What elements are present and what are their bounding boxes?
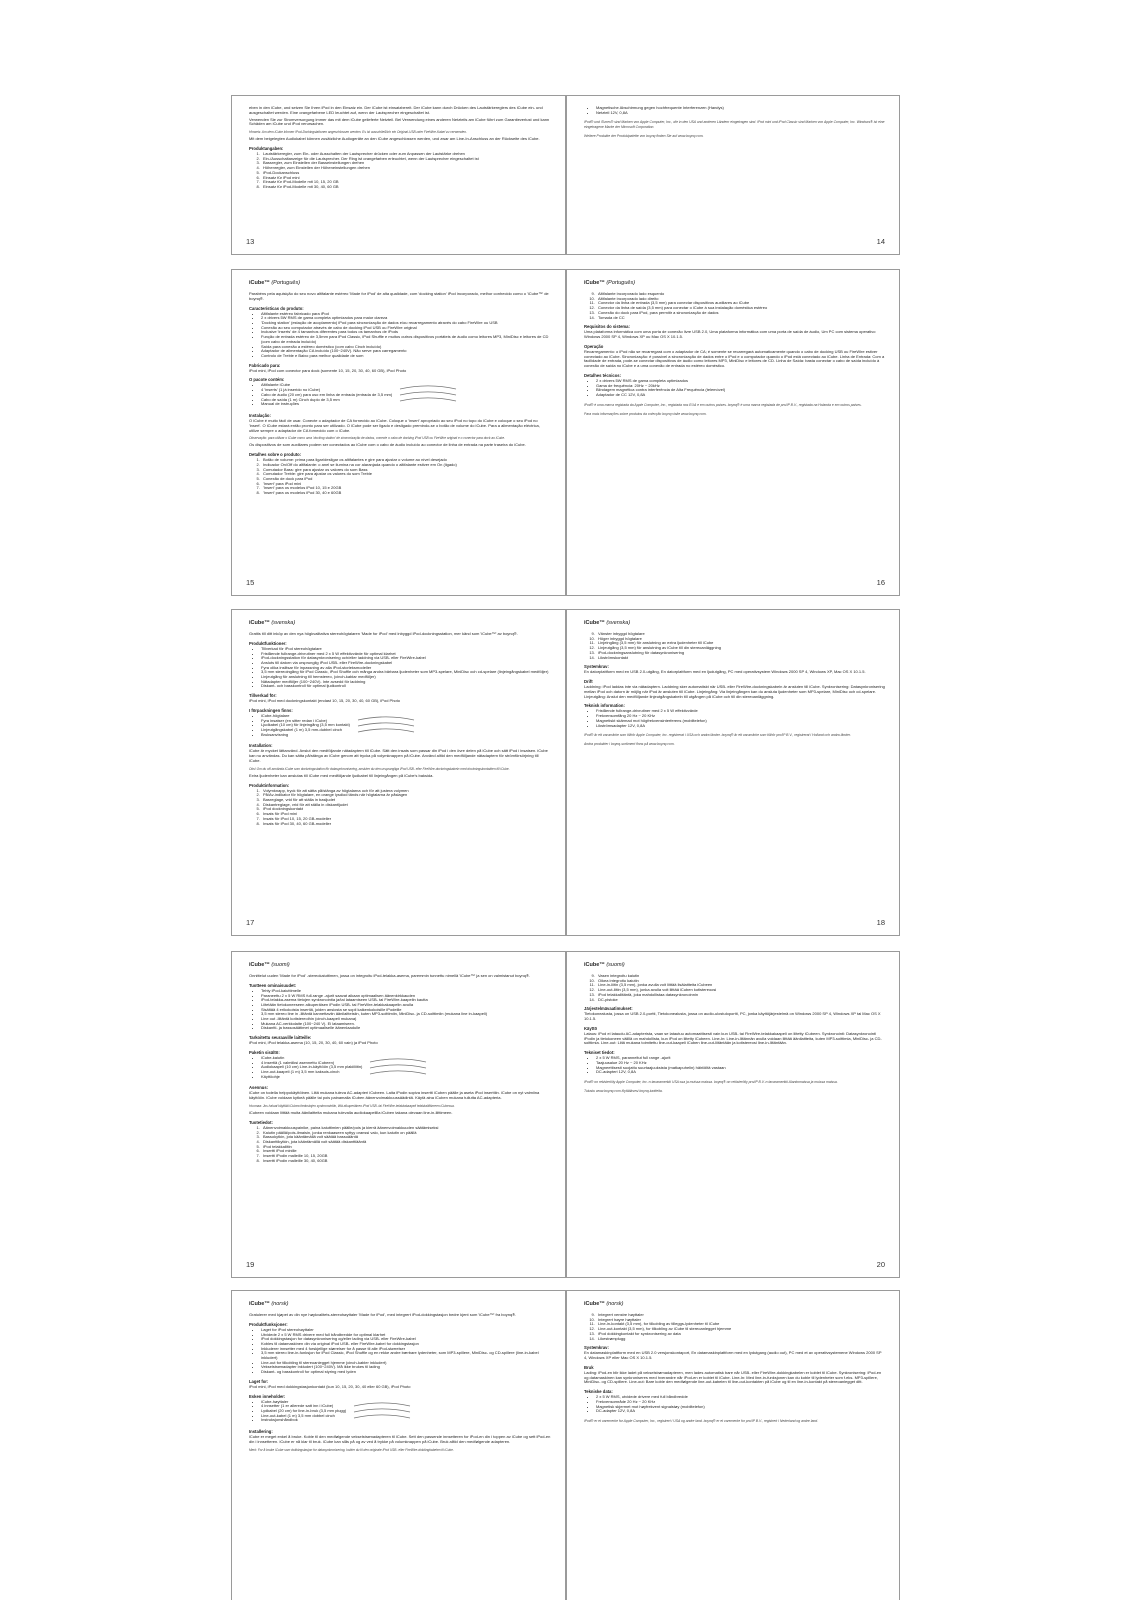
section-heading: Tekniset tiedot: [584, 1050, 615, 1056]
more-products: Weitere Produkte der Produktpalette von boynq finden Sie auf www.boynq.com. [584, 133, 704, 138]
note: Huomaa: Jos haluat käyttää iCubea tiedostojen synkronointiin, liitä alkuperäinen iPod USB- tai FireWire-telakkakaapeli telakkaliittimeen iCubessa. [249, 1104, 455, 1109]
list-item: • Netzteil 12V, 0,8A [596, 111, 885, 116]
section-heading: Bruk [584, 1364, 594, 1370]
paragraph: Os dispositivos de som auxiliares podem ser conectados ao iCube com o cabo de áudio incluído ao conector de linha de entrada na parte traseira do iCube. [249, 442, 526, 448]
product-name: iCube™ [584, 962, 605, 968]
list-item: 4. Diskanttikytkin, jota kääntämällä voit säätää diskanttiääntä [261, 1140, 551, 1145]
page-17 [231, 609, 566, 936]
list-item: • Cabo de saída (1 m) Cinch duplo de 3,5 mm [261, 398, 392, 403]
list-item: • Magnetische Abschirmung gegen hochfrequente Interferenzen (Handys) [596, 106, 885, 111]
box-list [249, 1056, 362, 1080]
list-item: • Utvidede 2 x 5 W RMS drivere med full båndbredde for optimal klarhet [261, 1333, 551, 1338]
cable-illustration [356, 714, 416, 738]
paragraph: Grattis till ditt inköp av den nya högkvalitativa stereohögtalaren 'Made for iPod' med inbyggd iPod-dockningsstation, mer känd som 'iCube™' av boynq®. [249, 631, 518, 636]
paragraph: En datamaskinplattform med en USB 2.0 versjonskontaport, En datamaskinplattform med en lydutgang (audio out), PC med et av operativsystemene Windows 2000 SP 4, Windows XP eller Mac OS X 10.1.5. [584, 1350, 882, 1361]
paragraph: iPod mini, iPod telakka-asema (10, 15, 20, 30, 40, 60 vain) ja iPod Photo [249, 1040, 378, 1046]
list-item: • Linjeutgång för anslutning till hemstereo, (cinch-kablar medföljer) [261, 675, 551, 680]
page-number: 13 [246, 237, 255, 246]
paragraph: Verwenden Sie zur Stromversorgung immer das mit dem iCube gelieferte Netzteil. Bei Verwendung eines anderen Netzteils am iCube führt zum Garantieverlust und kann Schäden am iCube und iPod verursachen. [249, 116, 550, 127]
list-item: 12. Conector da linha de saída (3,5 mm) para conectar o iCube à sua instalação doméstica estéreo [596, 306, 885, 311]
section-heading: Asennus: [249, 1085, 269, 1091]
list-item: 5. Conexão de dock para iPod [261, 477, 551, 482]
list-item: 12. Linjeutgång (3,5 mm) för anslutning av iCube till din stereoanläggning [596, 646, 885, 651]
list-item: • Fristående fullrange-drivrutiner med 2 x 5 W effektivvärde för optimal klarhet [261, 652, 551, 657]
paragraph: Gratulerer med kjøpet av din nye høykvalitets-stereohøyttaler 'Made for iPod', med integrert iPod-dokkingstasjon bedre kjent som 'iCube™' fra boynq®. [249, 1312, 517, 1317]
list-item: 6. Einsatz für iPod mini [261, 176, 551, 181]
product-name: iCube™ [584, 280, 605, 286]
list-item: 12. Line-out-kontakt (3,5 mm), for tilkobling av iCube til stereoanlegget hjemme [596, 1327, 885, 1332]
list-item: 4. Comutador Treble: gire para ajustar os valores do som Treble [261, 472, 551, 477]
more-products: Tutustu www.boynq.com löytääksesi boynq-tuotteita. [584, 1089, 663, 1094]
list-item: • iCube-högtalare [261, 714, 350, 719]
page-14-content [584, 106, 885, 236]
section-heading: Tuotetiedot: [249, 1119, 273, 1125]
product-details-list [249, 152, 551, 190]
language-label: (svenska) [271, 620, 296, 626]
paragraph: Laddning: iPod laddas inte via nätadaptern. Laddning sker automatiskt när USB- eller FireWire-dockningskabeln är ansluten till iCube. Synkronisering: Datasynkronisering mellan iPod och datorn är möjlig när iPod är ansluten till iCube. Linjeingång: Via linjeingången kan du ansluta ljudenheter som MP3-spelare, MiniDisc och cd-spelare. Linjeutgång: Anslut den medföljande linjeutgångskabeln till utgången på iCube och till din stereoanläggning. [584, 684, 885, 699]
list-item: 5. iPod telakkaliitin [261, 1145, 551, 1150]
page-number: 20 [876, 1260, 885, 1269]
product-name: iCube™ [249, 280, 270, 286]
list-item: 14. Tomada de CC [596, 316, 885, 321]
list-item: 2. Ein-/Ausschaltanzeige für die Lautsprecher. Der Ring ist orangefarben erleuchtet, wenn der Lautsprecher eingeschaltet ist [261, 157, 551, 162]
list-item: 11. Line-in-kontakt (3,5 mm), for tilkobling av tilleggs-lydenheter til iCube [596, 1322, 885, 1327]
page-20-content [584, 962, 885, 1259]
list-item: • Controlo de Treble e Baixo para melhor qualidade de som [261, 354, 551, 359]
list-item: • Bruksanvisning [261, 733, 350, 738]
list-item: • Line-out for tilkobling til stereoanlegget hjemme (cinch-kabler inkludert) [261, 1361, 551, 1366]
list-item: • Mukana AC-verkkolaite (100~240 V). Ei lataamiseen. [261, 1022, 551, 1027]
list-item: 13. iPod dokkingkontakt for synkronisering av data [596, 1332, 885, 1337]
page-19 [231, 951, 566, 1278]
paragraph: iCubeen voidaan liittää muita äänilaitteita mukana tulevalla audiokaapelilla iCuben takana olevaan line-in-liittimeen. [249, 1110, 453, 1116]
list-item: • Magneettisesti suojattu suurtaajuuksista (matkapuhelin) häiriöiltä vastaan [596, 1066, 885, 1071]
list-item: • 'Docking station' (estação de acoplamento) iPod para sincronização de dados e/ou recarregamento através do cabo FireWire ou USB [261, 321, 551, 326]
trademark-note: iPod® on rekisteröity Apple Computer, Inc.:n tavaramerkki USA:ssa ja muissa maissa. boynq® on rekisteröity pro/IP B.V.:n tavaramerkki Alankomaissa ja muissa maissa. [584, 1080, 838, 1085]
section-heading: Systemkrav: [584, 1345, 609, 1351]
page-16-content [584, 280, 885, 577]
page-18-content [584, 620, 885, 917]
list-item: 13. Conexão do dock para iPod, para permitir a sincronização de dados [596, 311, 885, 316]
paragraph: Parabéns pela aquisição do seu novo altifalante estéreo 'Made for iPod' de alta qualidade, com 'docking station' iPod incorporado, melhor conhecido como o 'iCube™' de boynq®. [249, 291, 549, 301]
page-14 [566, 95, 900, 255]
paragraph: iPod mini, iPod com conector para dock (somente 10, 15, 20, 30, 40, 60 GB), iPod Photo [249, 367, 407, 373]
product-name: iCube™ [249, 620, 270, 626]
section-heading: I förpackningen finns: [249, 707, 293, 713]
more-products: Para mais informações sobre produtos da colecção boynq visite www.boynq.com. [584, 412, 707, 417]
paragraph: eben in den iCube, und setzen Sie Ihren iPod in den Einsatz ein. Der iCube ist einsatzbereit. Der iCube kann durch Drücken des Lautstärkereglers des iCube ein- und ausgeschaltet werden. Eine orangefarbene LED leuchtet auf, wenn der Lautsprecher eingeschaltet ist. [249, 106, 543, 115]
paragraph: iCube er meget enkel å bruke. Koble til den medfølgende vekselstrømadapteren til iCube. Sett den passende innsetteren for iPod-en din i toppen av iCube og sett iPod-en din i innsetteren. iCube er nå klar til bruk. iCube kan slås på og av ved å trykke på volumknappen på iCube. Bruk alltid den medfølgende adapteren. [249, 1434, 551, 1444]
list-item: • Line out -liitäntä kotistereoihin (cinch-kaapeli mukana) [261, 1017, 551, 1022]
product-name: iCube™ [584, 620, 605, 626]
list-item: • Frekvensområde 20 Hz ~ 20 KHz [596, 1400, 885, 1405]
list-item: 14. DC-pistoke [596, 998, 885, 1003]
language-label: (suomi) [271, 962, 290, 968]
list-item: 7. Insats för iPod 10, 15, 20 GB-modeller [261, 817, 551, 822]
list-item: 5. iPod-Dockanschluss [261, 171, 551, 176]
page-title [584, 280, 885, 286]
list-item: • Inclusive 'inserts' de 4 tamanhos diferentes para todos os tamanhos de iPods [261, 330, 551, 335]
list-item: • iPod-telakka-asema tietojen synkronointia ja/tai lataamiseen USB- tai FireWire-kaapelin kautta [261, 998, 551, 1003]
page-22-content [584, 1301, 885, 1596]
section-heading: Tillverkad för: [249, 693, 277, 699]
list-item: • Vekselstrømadapter inkludert (100~240V). Må ikke brukes til lading [261, 1365, 551, 1370]
section-heading: Paketin sisältö: [249, 1049, 280, 1055]
list-item: • Line-out-kaapeli (1 m) 3,5 mm kaksois-cinch [261, 1070, 362, 1075]
box-contents [249, 383, 551, 409]
list-item: • Diskantti- ja bassosäätimet optimaaliselle äänenlaadulle [261, 1026, 551, 1031]
page-title [584, 620, 885, 626]
page-title [249, 620, 551, 626]
list-item: • iCube-kaiutin [261, 1056, 362, 1061]
tech-list [584, 379, 885, 398]
list-item: 2. På/Av-indikator för högtalare, en orange lysdiod tänds när högtalarna är påslagen [261, 793, 551, 798]
paragraph: Tietokonealusta, jossa on USB 2.0-portti, Tietokonealusta, jossa on audio-ulostuloportti, PC, jonka käyttöjärjestelmä on Windows 2000 SP 4, Windows XP tai Mac OS X 10.1.5. [584, 1011, 881, 1022]
page-16 [566, 269, 900, 596]
list-item: • Adaptador de alimentação CA incluído (100~240V). Não serve para carregamento [261, 349, 551, 354]
note: Observação: para utilizar o iCube como uma 'docking station' de sincronização de dados, conecte o cabo de docking iPod USB ou FireWire original e o conector para dock ao iCube. [249, 436, 505, 441]
trademark-note: iPod® é uma marca registada da Apple Computer, Inc., registada nos EUA e em outros países. boynq® é uma marca registada de pro/IP B.V., registada na Holanda e em outros países. [584, 402, 862, 407]
list-item: • 2 x drivers 5W RMS de gama completa optimizados para maior clareza [261, 316, 551, 321]
page-number: 14 [876, 237, 885, 246]
section-heading: Systemkrav: [584, 664, 609, 670]
list-item: 7. Insertti iPodin malleille 10, 15, 20GB [261, 1154, 551, 1159]
cable-illustration [398, 383, 458, 407]
list-item: • iPod dokkingstasjon for datasynkronisering og/eller lading via USB- eller FireWire-kabel [261, 1337, 551, 1342]
list-item: 5. iPod dockningskontakt [261, 807, 551, 812]
section-heading: Produktinformation: [249, 782, 290, 788]
list-item: 3. Basreglage, vrid för att ställa in basljudet [261, 798, 551, 803]
section-heading: Drift [584, 679, 593, 685]
list-item: • Taajuusalue 20 Hz ~ 20 KHz [596, 1061, 885, 1066]
list-item: • Saída para conexão a estéreo doméstico (com cabo Cinch incluído) [261, 345, 551, 350]
paragraph: iCube är mycket lättanvänd. Anslut den medföljande nätadaptern till iCube. Sätt den insats som passar din iPod i den övre delen på iCube och sätt iPod i insatsen. iCube kan nu användas. Du kan sätta på/stänga av iCube genom att trycka på volymknappen på iCube. Använd alltid den medföljande nätadaptern för strömförsörjning till iCube. [249, 748, 548, 764]
list-item: • Instruksjonshåndbok [261, 1418, 346, 1423]
page-title [584, 1301, 885, 1307]
paragraph: En datorplattform med en USB 2.0-utgång, En datorplattform med en ljudutgång, PC med operativsystem Windows 2000 SP 4, Windows XP, Mac OS X 10.1.5. [584, 669, 866, 675]
list-item: 6. Insertti iPod minille [261, 1149, 551, 1154]
list-item: 3. Comutador Bass: gire para ajustar os valores do som Bass [261, 468, 551, 473]
page-number: 15 [246, 578, 255, 587]
list-item: 4. Höhenregler, zum Einstellen der Höheneinstellungen drehen [261, 166, 551, 171]
list-item: • Inkluderer innsetter med 4 forskjellige størrelser for å passe til alle iPod-størrelser [261, 1347, 551, 1352]
page-number: 18 [876, 918, 885, 927]
list-item: • 2 x 5 W RMS, utvidede drivere med full båndbredde [596, 1395, 885, 1400]
page-13 [231, 95, 566, 255]
list-item: 4. Diskantreglage, vrid för att ställa in diskantljudet [261, 803, 551, 808]
section-heading: Instalação: [249, 412, 271, 418]
paragraph: Onnittelut uuden 'Made for iPod' -stereokaiuttimen, jossa on integroitu iPod-telakka-asema, paremmin tunnettu nimellä 'iCube™' ja sen on valmistanut boynq®. [249, 973, 531, 978]
list-item: • Tillverkad för iPod stereohögtalare [261, 647, 551, 652]
section-heading: Laget for: [249, 1378, 269, 1384]
language-label: (norsk) [271, 1301, 289, 1307]
list-item: 6. 'Insert' para iPod mini [261, 482, 551, 487]
section-heading: Teknisk information: [584, 703, 625, 709]
list-item: • Ansluts till datorn via ursprunglig iPod USB- eller FireWire-dockningskabel [261, 661, 551, 666]
list-item: • Nätadapter medföljer (100~240V). Inte avsedd för laddning [261, 680, 551, 685]
list-item: • 3,5 mm stereo line-in-funksjon for iPod Classic, iPod Shuffle og en rekke andre bærbare lydenheter, som MP3-spillere, MiniDisc- og CD-spillere (line-in-kabel inkludert) [261, 1351, 551, 1360]
paragraph: O iCube é muito fácil de usar. Conecte o adaptador de CA fornecido ao iCube. Coloque o 'insert' apropriado ao seu iPod no topo do iCube e coloque o seu iPod no 'insert'. O iCube estará então pronto para ser utilizado. O iCube pode ser ligado e desligado premindo-se o botão de volume do iCube. Para a alimentação eléctrica, utilize sempre o adaptador de CA fornecido com o iCube. [249, 417, 540, 433]
list-item: • iPod-dockningsstation för datasynkronisering och/eller laddning via USB- eller FireWire-kabel [261, 656, 551, 661]
list-item: 12. Line-out-liitin (3,5 mm), jonka avulla voit liittää iCuben kotistereoosi [596, 988, 885, 993]
tech-list [584, 1056, 885, 1075]
list-item: 8. Insats för iPod 30, 40, 60 GB-modeller [261, 822, 551, 827]
section-heading: Operação [584, 343, 604, 349]
list-item: 7. Einsatz für iPod-Modelle mit 10, 15, 20 GB [261, 180, 551, 185]
note: Obs! Om du vill använda iCube som dockningsstation för datasynkronisering, ansluter du den ursprungliga iPod USB- eller FireWire-dockningskabeln med dockningskontakten till iCube. [249, 766, 510, 771]
list-item: 14. Likströmskontakt [596, 656, 885, 661]
page-22 [566, 1290, 900, 1600]
paragraph: Uma plataforma informática com uma porta de conexão livre USB 2.0, Uma plataforma informática com uma porta de saída de áudio, Um PC com sistema operativo Windows 2000 SP 4, Windows XP ou Mac OS X 10.1.5. [584, 329, 876, 340]
list-item: 14. Likestrømplugg [596, 1337, 885, 1342]
list-item: • Manual de instruções [261, 402, 392, 407]
cable-illustration [352, 1400, 412, 1424]
list-item: 10. Oikea integroitu kaiutin [596, 979, 885, 984]
language-label: (svenska) [606, 620, 631, 626]
details-list [584, 1313, 885, 1341]
page-20 [566, 951, 900, 1278]
tech-list [584, 709, 885, 728]
language-label: (suomi) [606, 962, 625, 968]
list-item: 3. Bassokytkin, jota kääntämällä voit säätää bassoääntä [261, 1135, 551, 1140]
details-list [249, 1126, 551, 1164]
section-heading: Produktfunktioner: [249, 640, 287, 646]
list-item: • 4 'inserts' (1 já inserido no iCube) [261, 388, 392, 393]
box-contents [249, 1400, 551, 1426]
page-title [249, 280, 551, 286]
list-item: 1. Lautstärkeregler, zum Ein- oder Ausschalten der Lautsprecher drücken oder zum Anpassen der Lautstärke drehen [261, 152, 551, 157]
list-item: • Lydkabel (20 cm) for line-in-bruk (3,5 mm plugg) [261, 1409, 346, 1414]
list-item: • Ljudkabel (10 cm) för linjeingång (3,5 mm kontakt) [261, 723, 350, 728]
list-item: 2. Indicador On/Off do altifalante: o anel se ilumina na cor alaranjada quando o altifalante estiver em On (ligado) [261, 463, 551, 468]
more-products: Andra produkter i boynq-sortiment finns på www.boynq.com. [584, 742, 675, 747]
list-item: 13. iPod telakkaliitäntä, joka mahdollistaa datasynkronoinnin [596, 993, 885, 998]
list-item: 9. Vänster inbyggd högtalare [596, 632, 885, 637]
paragraph: iPod mini, iPod med dokkingstasjonkontakt (kun 10, 15, 20, 30, 40 eller 60 GB), iPod Photo [249, 1383, 411, 1389]
box-list [249, 383, 392, 407]
list-item: • Käyttöohje [261, 1075, 362, 1080]
list-item: 11. Conector da linha de entrada (3,5 mm) para conectar dispositivos auxiliares ao iCube [596, 301, 885, 306]
list-item: • 4 innsetter (1 er allerede satt inn i iCube) [261, 1404, 346, 1409]
list-item: • Diskant- och basskontroll för optimal ljudkontroll [261, 684, 551, 689]
list-item: • Conexão ao seu computador através de cabo de docking iPod USB ou FireWire original [261, 326, 551, 331]
list-item: • Altifalante estéreo fabricado para iPod [261, 312, 551, 317]
list-item: • Audiokaapeli (10 cm) Line-in-käyttöön (3,5 mm plakiiliitin) [261, 1065, 362, 1070]
page-title [249, 1301, 551, 1307]
list-item: 2. Kaiutin päällä/pois-ilmaisin, jonka renkaaseen syttyy oranssi valo, kun kaiutin on päällä [261, 1131, 551, 1136]
list-item: • DC-adapter 12V, 0,8A [596, 1409, 885, 1414]
list-item: • Magnetisk skjermet mot høyfrekvent signalstøy (mobiltelefon) [596, 1405, 885, 1410]
box-list [249, 714, 350, 738]
cable-illustration [368, 1056, 428, 1080]
details-list [249, 789, 551, 827]
page-number: 16 [876, 578, 885, 587]
list-item: 1. Volymknapp, tryck för att sätta på/stänga av högtalarna och för att justera volymen [261, 789, 551, 794]
list-item: • Gama de frequência: 20Hz ~ 20kHz [596, 384, 885, 389]
product-name: iCube™ [584, 1301, 605, 1307]
section-heading: Características do produto: [249, 305, 304, 311]
section-heading: Fabricado para: [249, 362, 281, 368]
list-item: 9. Altifalante incorporado lado esquerdo [596, 292, 885, 297]
page-number: 19 [246, 1260, 255, 1269]
language-label: (norsk) [606, 1301, 624, 1307]
list-item: • Linjeutgångskabel (1 m) 3,5 mm-dubbel cinch [261, 728, 350, 733]
page-18 [566, 609, 900, 936]
details-list [584, 632, 885, 660]
list-item: • Laget for iPod stereohøyttaler [261, 1328, 551, 1333]
features-list [249, 1328, 551, 1375]
list-item: • Liitetään tietokoneeseen alkuperäisen iPodin USB- tai FireWire-telakkakaapelin avulla [261, 1003, 551, 1008]
list-item: • Likströmsadapter 12V, 0,8A [596, 724, 885, 729]
page-number: 17 [246, 918, 255, 927]
features-list [249, 312, 551, 359]
features-list [249, 647, 551, 689]
list-item: 10. Höger inbyggd högtalare [596, 637, 885, 642]
list-item: 11. Linjeingång (3,5 mm) för anslutning av extra ljudenheter till iCube [596, 641, 885, 646]
list-item: • 4 insertiä (1 valmiiksi asennettu iCubeen) [261, 1061, 362, 1066]
list-item: 7. 'Insert' para os modelos iPod 10, 15 e 20GB [261, 486, 551, 491]
list-item: 13. iPod-dockningsanslutning för datasynkronisering [596, 651, 885, 656]
list-item: • Fyra olika inslitsar för inpassning av alla iPod-storleksmodeller [261, 666, 551, 671]
list-item: • Sisältää 4 erikokoista insertiä, joiden ansiosta se sopii kaikenkokoisille iPodeille [261, 1008, 551, 1013]
list-item: • Adaptador de CC 12V, 0,8A [596, 393, 885, 398]
list-item: 9. Integrert venstre høyttaler [596, 1313, 885, 1318]
page-13-content [249, 106, 551, 236]
paragraph: Mit dem beigelegten Audiokabel können zusätzliche Audiogeräte an den iCube angeschlossen werden, und zwar am Line-In-Anschluss an der Rückseite des iCube. [249, 136, 540, 142]
note: Merk: For å bruke iCube som dokkingstasjon for datasynkronisering, kobler du til den originale iPod USB- eller FireWire-dokkingkabelen til iCube. [249, 1447, 454, 1452]
list-item: • 3,5 mm stereo line in -liitäntä kannettaviin äänilaitteisiin, kuten MP3-soittimiin, MiniDisc- ja CD-soittimiin (mukana line in-kaapeli) [261, 1012, 551, 1017]
list-item: • Diskant- og basskontroll for optimal styring med lyden [261, 1370, 551, 1375]
page-title [249, 962, 551, 968]
tech-list [584, 106, 885, 115]
list-item: • 3,5 mm stereoingång för iPod Classic, iPod Shuffle och många andra bärbara ljudenheter som MP3-spelare, MiniDisc och cd-spelare (linjeingångskabel medföljer) [261, 670, 551, 675]
section-heading: O pacote contém: [249, 377, 285, 383]
trademark-note: iPod® er et varemerke for Apple Computer, Inc., registrert i USA og andre land. boynq® er et varemerke for pro/IP B.V., registrert i Nederland og andre land. [584, 1419, 819, 1424]
box-contents [249, 1056, 551, 1082]
list-item: • Fristående fullrange-drivrutiner med 2 x 5 W effektivvärde [596, 709, 885, 714]
page-21 [231, 1290, 566, 1600]
note: Hinweis: Am dem iCube können iPod-Dockingstationen angeschlossen werden. Es ist ausschließlich ein Original-USB-oder FireWire-Kabel zu verwenden. [249, 130, 467, 135]
details-list [584, 292, 885, 320]
paragraph: Extra ljudenheter kan anslutas till iCube med medföljande ljudkabel till linjeingången på iCube's baksida. [249, 772, 434, 778]
section-heading: Installering: [249, 1429, 273, 1435]
list-item: 3. Bassregler, zum Einstellen der Basseinstellungen drehen [261, 161, 551, 166]
page-17-content [249, 620, 551, 917]
list-item: • Tehty iPod-kaiuttimelle [261, 989, 551, 994]
section-heading: Installation: [249, 743, 273, 749]
list-item: • Cabo de áudio (20 cm) para uso em linha de entrada (entrada de 3,5 mm) [261, 393, 392, 398]
list-item: • 2 x drivers 5W RMS de gama completa optimizados [596, 379, 885, 384]
section-heading: Produktangaben: [249, 145, 284, 151]
list-item: 10. Altifalante incorporado lado direito [596, 297, 885, 302]
paragraph: Lading: iPod-en blir ikke ladet på vekselstrømadapteren, men lades automatisk bare når USB- eller FireWire-dokkingkabelen er koblet til iCube. Synkronisering: iPod-en og datamaskinen kan synkroniseres med hverandre når iPod-en er koblet til iCube. Line-In: Med line-in-funksjonen kan du koble til lydenheter som f.eks. MP3-spillere, MiniDisc- og CD-spillere. Line-out: Bare koble den medfølgende line-out-kabelen til line-out-kontakten på iCube og til en line-in-kontakt på stereoanlegget ditt. [584, 1369, 882, 1385]
product-name: iCube™ [249, 1301, 270, 1307]
paragraph: iPod mini, iPod med dockningskontakt (endast 10, 15, 20, 30, 40, 60 GB), iPod Photo [249, 698, 400, 704]
section-heading: Tekniske data: [584, 1389, 613, 1395]
trademark-note: iPod® är ett varumärke som tillhör Apple Computer, Inc. registrerat i USA och andra länder. boynq® är ett varumärke som tillhör pro/IP B.V., registrerat i Holland och andra länder. [584, 733, 851, 738]
section-heading: Requisitos do sistema: [584, 324, 630, 330]
list-item: • Line-out-kabel (1 m) 3,5 mm dobbel cinch [261, 1414, 346, 1419]
list-item: • Paraneettu 2 x 5 W RMS full-range -ajurit saavat aikaan optimaalisen äänenkirkkauden [261, 994, 551, 999]
section-heading: Detalhes técnicos: [584, 373, 622, 378]
details-list [584, 974, 885, 1002]
page-21-content [249, 1301, 551, 1596]
features-list [249, 989, 551, 1031]
page-19-content [249, 962, 551, 1259]
box-list [249, 1400, 346, 1424]
language-label: (Português) [606, 280, 636, 286]
section-heading: Järjestelmävaatimukset: [584, 1006, 633, 1012]
section-heading: Esken inneholder: [249, 1393, 286, 1399]
trademark-note: iPod® und iTunes® sind Marken von Apple Computer, Inc., die in den USA und anderen Ländern eingetragen sind. iPod mini und iPod Classic sind Marken von Apple Computer, Inc. Windows® ist eine eingetragene Marke der Microsoft Corporation. [584, 120, 885, 129]
paragraph: iCube on todella helppokäyttöinen. Liitä mukana tuleva AC-adapteri iCubeen. Laita iPodin sopiva insertti iCuben päälle ja aseta iPod inserttiin. iCube on nyt valmiina käyttöön. iCube voidaan kytkeä päälle tai pois painamalla iCuben äänenvoimakkuussäädintä. Käytä aina iCuben mukana tullutta AC-adapteria. [249, 1090, 540, 1101]
product-name: iCube™ [249, 962, 270, 968]
box-contents [249, 714, 551, 740]
page-title [584, 962, 885, 968]
list-item: 8. Insertti iPodin malleille 30, 40, 60GB [261, 1159, 551, 1164]
list-item: 1. Äänenvoimakkuuspainike, paina kaiuttimien päälle/pois ja kierrä äänenvoimakkuuden säätämiseksi [261, 1126, 551, 1131]
list-item: 8. Einsatz für iPod-Modelle mit 30, 40, 60 GB [261, 185, 551, 190]
list-item: • Fyra insatser (en sitter redan i iCube) [261, 719, 350, 724]
page-15-content [249, 280, 551, 577]
section-heading: Produktfunksjoner: [249, 1321, 288, 1327]
list-item: 6. Insats för iPod mini [261, 812, 551, 817]
section-heading: Detalhes sobre o produto: [249, 452, 302, 458]
paragraph: Recarregamento: o iPod não se recarregará com o adaptador de CA; é somente se recarregará automaticamente quando o cabo de docking USB ou FireWire estiver conectado ao iCube. Sincronização: é possível a sincronização de dados entre o iPod e o computador quando o iPod está conectado ao iCube. Linha de Entrada: Com a facilidade de entrada, pode-se conectar dispositivos de áudio como leitores MP3, MiniDisc e leitores de CD. Linha de Saída: basta conectar o cabo de saída incluído à conexão de saída no iCube e a uma conexão de entrada no estéreo doméstico. [584, 348, 885, 369]
page-15 [231, 269, 566, 596]
details-list [249, 458, 551, 496]
tech-list [584, 1395, 885, 1414]
section-heading: Tuotteen ominaisuudet: [249, 982, 297, 988]
list-item: 9. Vasen integroitu kaiutin [596, 974, 885, 979]
list-item: • Blindagem magnética contra interferência de Alta Frequência (telemóvel) [596, 388, 885, 393]
list-item: 11. Line-in-liitin (3,5 mm), jonka avulla voit liittää lisälaitteita iCubeen [596, 983, 885, 988]
list-item: 8. 'Insert' para os modelos iPod 30, 40 e 60GB [261, 491, 551, 496]
paragraph: Lataus: iPod ei lataudu AC-adapterista, vaan se latautuu automaattisesti vain kun USB- tai FireWire-telakkakaapeli on liitetty iCubeen. Synkronointi: Datasynkronointi iPodin ja tietokoneen välillä on mahdollista, kun iPod on liitetty iCubeen. Line-In: Line-in-liitännän avulla voidaan liittää äänilaitteita, kuten MP3-soittimia, MiniDisc- ja CD-soittimia. Line-out: Liitä mukana toimitettu line-out-kaapeli iCuben line-out-liitäntään ja kotistereosi line-in-liitäntään. [584, 1030, 882, 1046]
list-item: 10. Integrert høyre høyttaler [596, 1318, 885, 1323]
list-item: • Frekvensomfång 20 Hz ~ 20 KHz [596, 714, 885, 719]
list-item: • Magnetiskt skärmad mot högfrekvensinterferens (mobiltelefon) [596, 719, 885, 724]
section-heading: Käyttö [584, 1025, 598, 1031]
list-item: 1. Botão de volume: prima para ligar/desligar os altifalantes e gire para ajustar o volume ao nível desejado [261, 458, 551, 463]
list-item: • Kobles til datamaskinen din via original iPod USB- eller FireWire-kabel for dokkingstasjon [261, 1342, 551, 1347]
list-item: • DC-adapteri 12V, 0,8A [596, 1070, 885, 1075]
list-item: • 2 x 5 W RMS, paranneltut full range -ajurit [596, 1056, 885, 1061]
list-item: • iCube-høyttaler [261, 1400, 346, 1405]
list-item: • Função de entrada estéreo de 3,5mm para iPod Classic, iPod Shuffle e muitos outros dispositivos portáteis de áudio como leitores MP3, MiniDisc e leitores de CD (com cabo de entrada incluído) [261, 335, 551, 344]
section-heading: Tarkoitettu seuraaville laitteille: [249, 1035, 312, 1041]
list-item: • Altifalante iCube [261, 383, 392, 388]
language-label: (Português) [271, 280, 301, 286]
